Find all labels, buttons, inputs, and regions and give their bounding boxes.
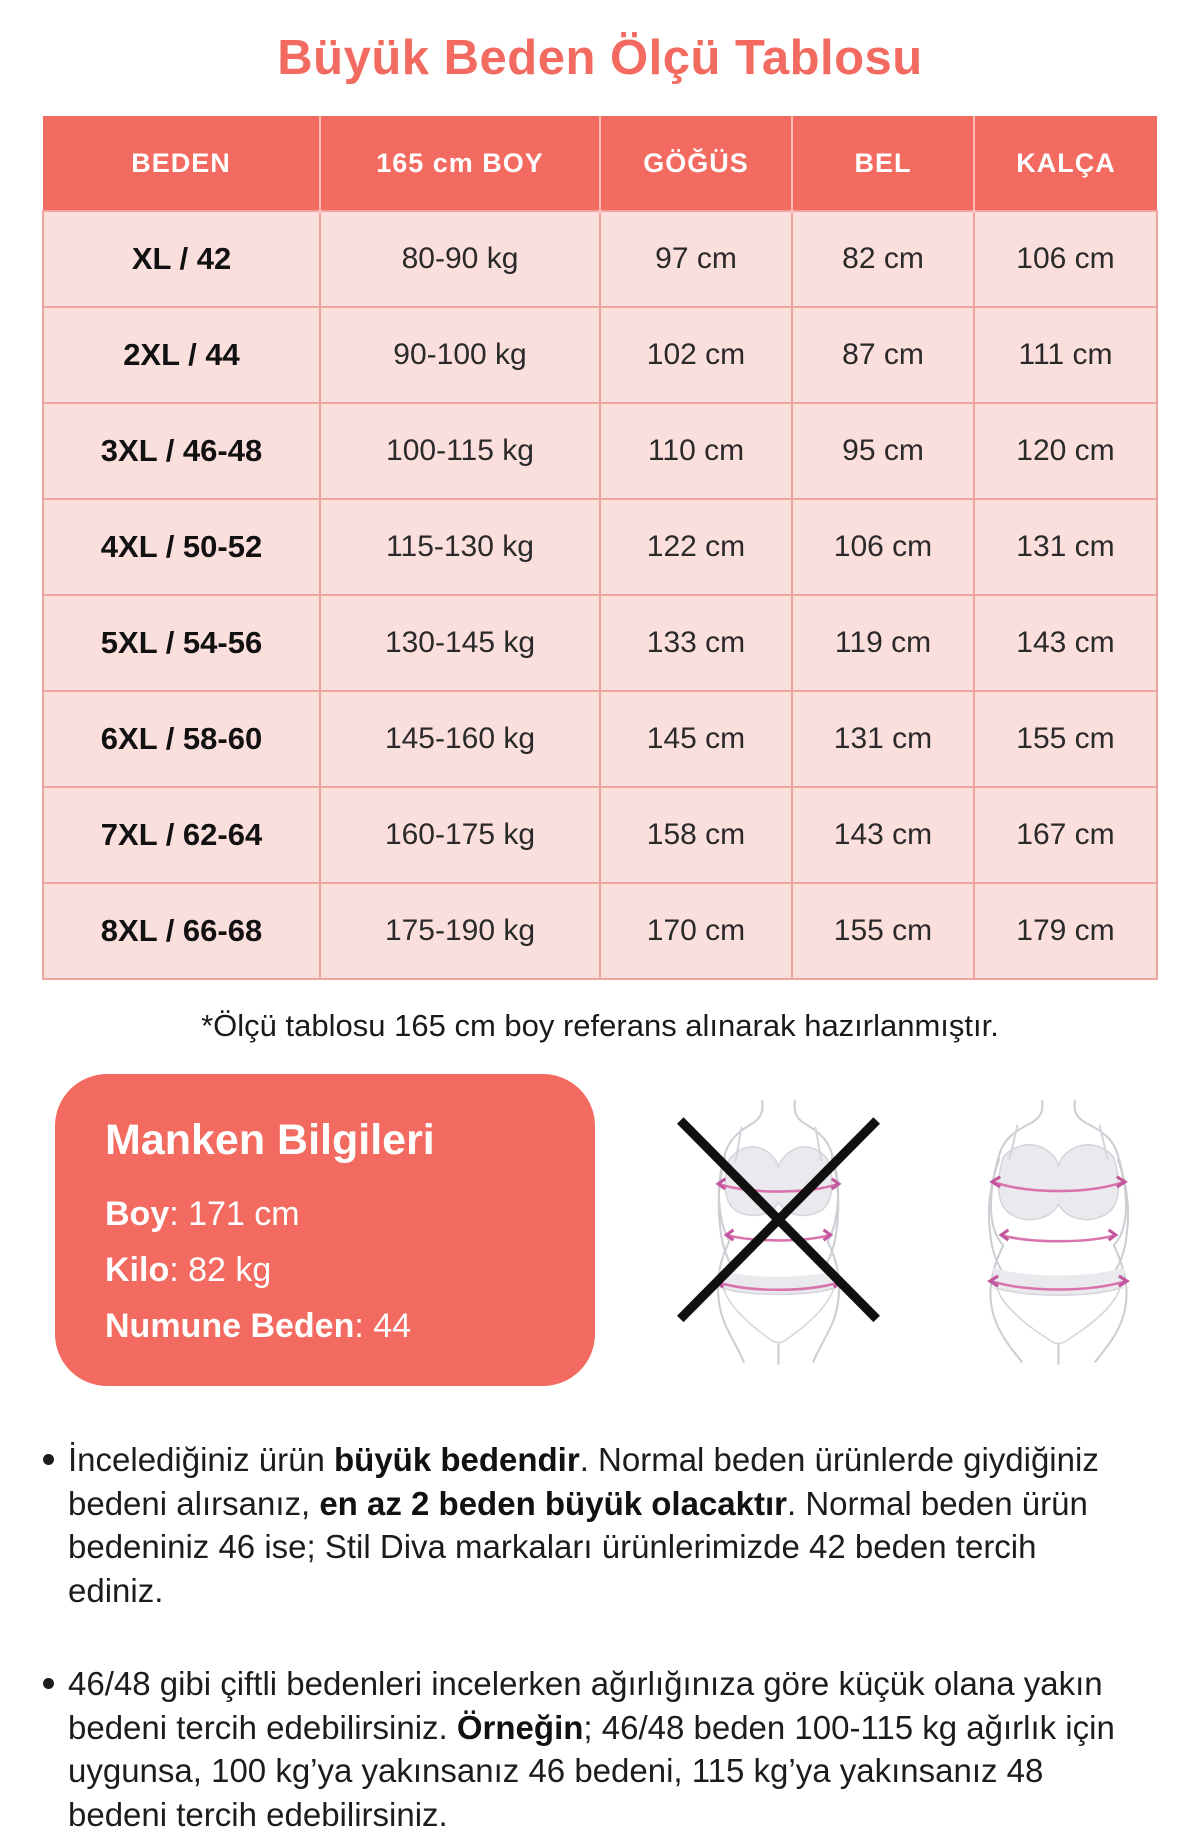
- cell-hip: 131 cm: [974, 499, 1157, 595]
- cell-waist: 82 cm: [792, 211, 974, 307]
- size-guide-page: [0, 30, 1200, 1836]
- cell-chest: 122 cm: [600, 499, 792, 595]
- cell-chest: 145 cm: [600, 691, 792, 787]
- cell-hip: 111 cm: [974, 307, 1157, 403]
- note-text-segment: ; 46/48 beden 100-115 kg ağırlık için uygunsa, 100 kg’ya yakınsanız 46 bedeni, 115 kg’ya yakınsanız 48 bedeni tercih edebilirsiniz.: [68, 1708, 1115, 1833]
- cell-weight-range: 175-190 kg: [320, 883, 600, 979]
- cell-hip: 167 cm: [974, 787, 1157, 883]
- cell-chest: 133 cm: [600, 595, 792, 691]
- cell-hip: 155 cm: [974, 691, 1157, 787]
- cell-chest: 110 cm: [600, 403, 792, 499]
- cell-weight-range: 80-90 kg: [320, 211, 600, 307]
- cell-weight-range: 160-175 kg: [320, 787, 600, 883]
- cell-hip: 120 cm: [974, 403, 1157, 499]
- cell-waist: 119 cm: [792, 595, 974, 691]
- table-row: [43, 883, 1157, 979]
- model-weight-value: : 82 kg: [169, 1251, 272, 1289]
- cell-weight-range: 145-160 kg: [320, 691, 600, 787]
- cell-chest: 102 cm: [600, 307, 792, 403]
- cell-waist: 106 cm: [792, 499, 974, 595]
- size-table: [42, 116, 1158, 980]
- col-header-kalca: KALÇA: [974, 116, 1157, 211]
- cell-chest: 170 cm: [600, 883, 792, 979]
- cell-waist: 95 cm: [792, 403, 974, 499]
- table-row: [43, 403, 1157, 499]
- cell-waist: 131 cm: [792, 691, 974, 787]
- col-header-beden: BEDEN: [43, 116, 320, 211]
- table-footnote: *Ölçü tablosu 165 cm boy referans alınarak hazırlanmıştır.: [201, 1008, 999, 1043]
- cell-weight-range: 115-130 kg: [320, 499, 600, 595]
- note-bold-segment: büyük bedendir: [334, 1441, 580, 1478]
- bra: [725, 1127, 832, 1216]
- table-row: [43, 787, 1157, 883]
- cell-size: 3XL / 46-48: [43, 403, 320, 499]
- table-row: [43, 307, 1157, 403]
- table-row: [43, 211, 1157, 307]
- cell-waist: 143 cm: [792, 787, 974, 883]
- table-row: [43, 691, 1157, 787]
- cell-weight-range: 100-115 kg: [320, 403, 600, 499]
- cell-waist: 87 cm: [792, 307, 974, 403]
- model-sample-size-label: Numune Beden: [105, 1307, 355, 1345]
- size-table-body: [43, 211, 1157, 979]
- cell-size: XL / 42: [43, 211, 320, 307]
- bra: [998, 1125, 1118, 1220]
- note-item-double-size-tip: [38, 1662, 1130, 1836]
- cell-hip: 106 cm: [974, 211, 1157, 307]
- page-title: Büyük Beden Ölçü Tablosu: [277, 31, 923, 85]
- cell-size: 6XL / 58-60: [43, 691, 320, 787]
- col-header-boy: 165 cm BOY: [320, 116, 600, 211]
- panty: [723, 1288, 833, 1342]
- cell-size: 4XL / 50-52: [43, 499, 320, 595]
- model-height-line: [105, 1195, 567, 1234]
- model-info-card: [55, 1074, 595, 1386]
- note-text-segment: İncelediğiniz ürün: [68, 1441, 334, 1478]
- table-row: [43, 595, 1157, 691]
- note-bold-segment: en az 2 beden büyük olacaktır: [319, 1484, 787, 1522]
- col-header-bel: BEL: [792, 116, 974, 211]
- header-row: [43, 116, 1157, 211]
- cell-weight-range: 130-145 kg: [320, 595, 600, 691]
- panty: [997, 1288, 1120, 1343]
- table-row: [43, 499, 1157, 595]
- plus-size-body-figure: [956, 1100, 1161, 1366]
- col-header-gogus: GÖĞÜS: [600, 116, 792, 211]
- note-text-segment: . Normal beden ürünlerde giydiğiniz bedeni alırsanız,: [68, 1441, 1099, 1522]
- cell-size: 7XL / 62-64: [43, 787, 320, 883]
- model-weight-line: [105, 1251, 567, 1290]
- cell-waist: 155 cm: [792, 883, 974, 979]
- figure-normal-size-crossed: [676, 1100, 881, 1366]
- hip-band: [993, 1268, 1124, 1295]
- cell-size: 2XL / 44: [43, 307, 320, 403]
- model-weight-label: Kilo: [105, 1251, 170, 1289]
- note-bold-segment: Örneğin: [456, 1708, 584, 1746]
- figure-plus-size: [956, 1100, 1161, 1366]
- model-sample-size-line: [105, 1307, 567, 1346]
- cell-chest: 158 cm: [600, 787, 792, 883]
- note-text-segment: . Normal beden ürün bedeniniz 46 ise; Stil Diva markaları ürünlerimizde 42 beden tercih ediniz.: [68, 1484, 1088, 1609]
- model-height-value: : 171 cm: [169, 1195, 300, 1233]
- cell-hip: 143 cm: [974, 595, 1157, 691]
- normal-size-body-figure: [676, 1100, 881, 1366]
- notes-list: [38, 1438, 1130, 1836]
- cell-size: 5XL / 54-56: [43, 595, 320, 691]
- size-table-header: [43, 116, 1157, 211]
- cell-size: 8XL / 66-68: [43, 883, 320, 979]
- cell-chest: 97 cm: [600, 211, 792, 307]
- note-item-plus-size-warning: [38, 1438, 1130, 1612]
- model-height-label: Boy: [105, 1195, 170, 1233]
- model-info-title: Manken Bilgileri: [105, 1116, 435, 1164]
- cell-hip: 179 cm: [974, 883, 1157, 979]
- cell-weight-range: 90-100 kg: [320, 307, 600, 403]
- note-text-segment: 46/48 gibi çiftli bedenleri incelerken ağırlığınıza göre küçük olana yakın bedeni tercih edebilirsiniz.: [68, 1665, 1103, 1746]
- model-info-section: [0, 1066, 1200, 1400]
- model-sample-size-value: : 44: [354, 1307, 412, 1345]
